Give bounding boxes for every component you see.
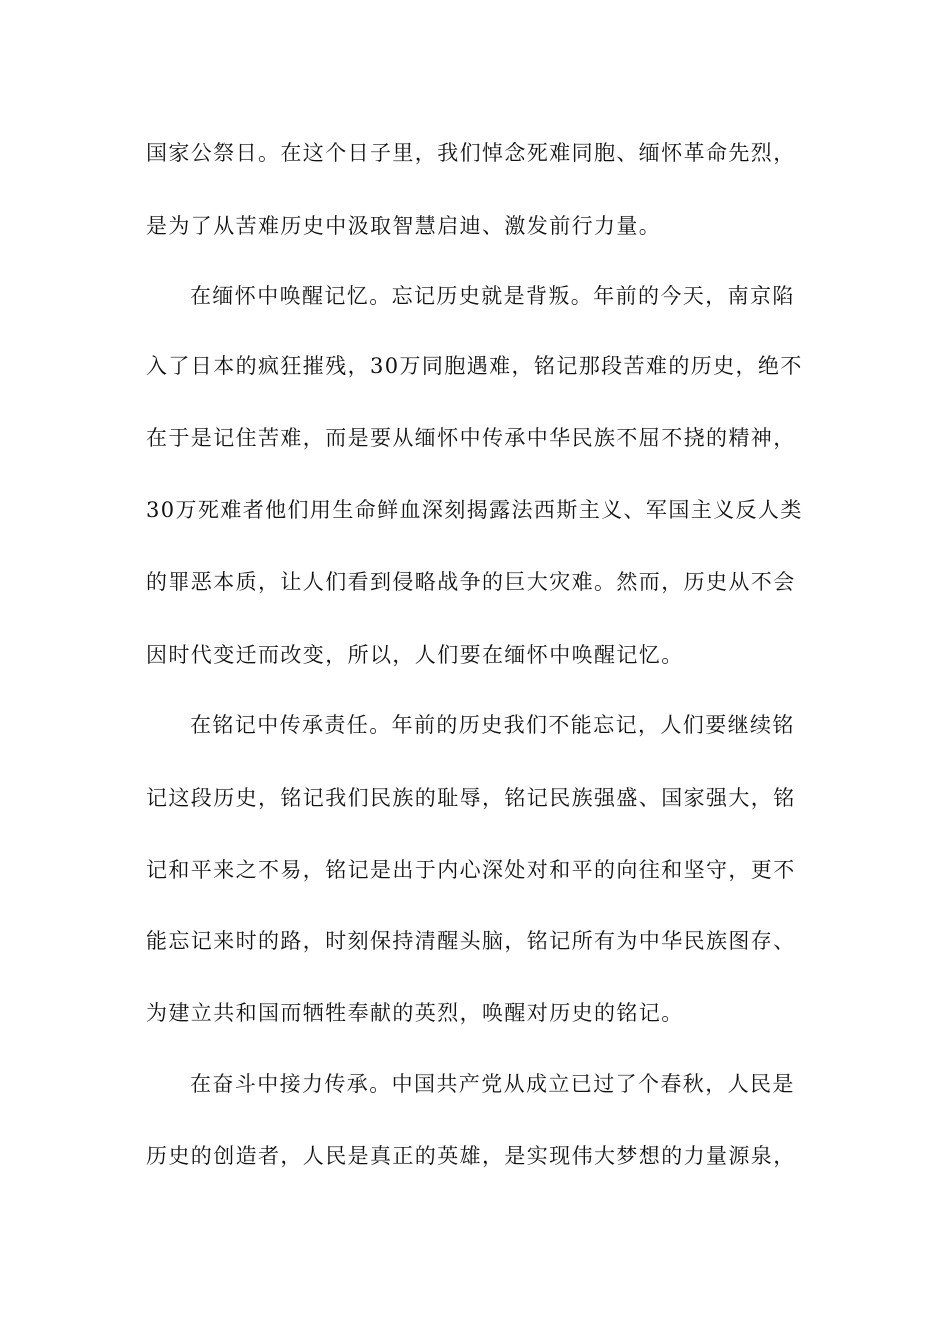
text-line: 为建立共和国而牺牲奉献的英烈，唤醒对历史的铭记。 — [146, 1001, 684, 1025]
text-line: 记这段历史，铭记我们民族的耻辱，铭记民族强盛、国家强大，铭 — [146, 786, 796, 810]
text-line: 因时代变迁而改变，所以，人们要在缅怀中唤醒记忆。 — [146, 643, 684, 667]
text-line: 入了日本的疯狂摧残，30万同胞遇难，铭记那段苦难的历史，绝不 — [146, 354, 803, 378]
text-line: 30万死难者他们用生命鲜血深刻揭露法西斯主义、军国主义反人类 — [146, 498, 803, 522]
text-line: 在于是记住苦难，而是要从缅怀中传承中华民族不屈不挠的精神， — [146, 426, 796, 450]
paragraph-start-line: 在铭记中传承责任。年前的历史我们不能忘记，人们要继续铭 — [190, 713, 795, 737]
paragraph-start-line: 在奋斗中接力传承。中国共产党从成立已过了个春秋，人民是 — [190, 1072, 795, 1096]
text-line: 的罪恶本质，让人们看到侵略战争的巨大灾难。然而，历史从不会 — [146, 570, 796, 594]
text-line: 能忘记来时的路，时刻保持清醒头脑，铭记所有为中华民族图存、 — [146, 929, 796, 953]
text-line: 国家公祭日。在这个日子里，我们悼念死难同胞、缅怀革命先烈， — [146, 141, 796, 165]
text-line: 记和平来之不易，铭记是出于内心深处对和平的向往和坚守，更不 — [146, 858, 796, 882]
text-line: 是为了从苦难历史中汲取智慧启迪、激发前行力量。 — [146, 214, 662, 238]
text-line: 历史的创造者，人民是真正的英雄，是实现伟大梦想的力量源泉， — [146, 1144, 796, 1168]
paragraph-start-line: 在缅怀中唤醒记忆。忘记历史就是背叛。年前的今天，南京陷 — [190, 284, 795, 308]
